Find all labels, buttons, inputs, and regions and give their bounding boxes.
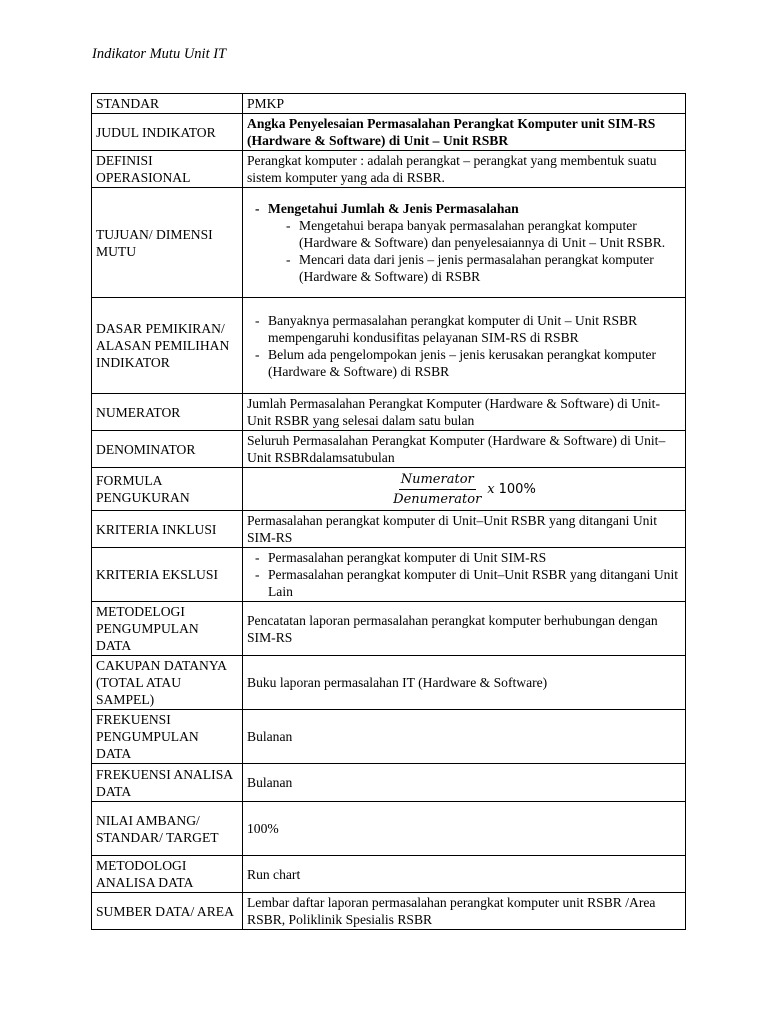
row-cakupan-data [92,656,686,710]
ekslusi-list [247,549,680,600]
list-item: - Belum ada pengelompokan jenis – jenis kerusakan perangkat komputer (Hardware & Software) di RSBR [247,346,680,380]
row-value: Jumlah Permasalahan Perangkat Komputer (Hardware & Software) di Unit-Unit RSBR yang selesai dalam satu bulan [243,394,686,431]
row-value: Lembar daftar laporan permasalahan perangkat komputer unit RSBR /Area RSBR, Poliklinik Spesialis RSBR [243,893,686,930]
dasar-list [247,312,680,380]
row-label: STANDAR [92,94,243,114]
list-item: - Permasalahan perangkat komputer di Unit SIM-RS [247,549,680,566]
row-frekuensi-analisa [92,764,686,802]
row-value [243,548,686,602]
list-item [247,200,680,285]
row-metodologi-pengumpulan [92,602,686,656]
row-definisi-operasional [92,151,686,188]
row-label: NUMERATOR [92,394,243,431]
row-label: DASAR PEMIKIRAN/ ALASAN PEMILIHAN INDIKATOR [92,298,243,394]
row-label: METODOLOGI ANALISA DATA [92,856,243,893]
row-tujuan [92,188,686,298]
formula-denominator: Denumerator [393,491,482,507]
row-numerator [92,394,686,431]
formula-fraction [391,471,483,508]
row-label: FREKUENSI ANALISA DATA [92,764,243,802]
formula-percent: 100% [498,481,536,497]
tujuan-sublist [278,217,680,285]
row-value: Buku laporan permasalahan IT (Hardware & Software) [243,656,686,710]
row-label: DENOMINATOR [92,431,243,468]
row-value: Seluruh Permasalahan Perangkat Komputer (Hardware & Software) di Unit–Unit RSBRdalamsatubulan [243,431,686,468]
row-label: JUDUL INDIKATOR [92,114,243,151]
row-value [243,298,686,394]
row-label: TUJUAN/ DIMENSI MUTU [92,188,243,298]
row-label: KRITERIA INKLUSI [92,511,243,548]
row-dasar-pemikiran [92,298,686,394]
list-item: - Permasalahan perangkat komputer di Unit–Unit RSBR yang ditangani Unit Lain [247,566,680,600]
row-value: Pencatatan laporan permasalahan perangkat komputer berhubungan dengan SIM-RS [243,602,686,656]
row-value: Perangkat komputer : adalah perangkat – perangkat yang membentuk suatu sistem komputer yang ada di RSBR. [243,151,686,188]
row-metodologi-analisa [92,856,686,893]
row-nilai-ambang [92,802,686,856]
row-value: Bulanan [243,764,686,802]
list-item: - Mencari data dari jenis – jenis permasalahan perangkat komputer (Hardware & Software) di RSBR [278,251,680,285]
row-denominator [92,431,686,468]
row-frekuensi-pengumpulan [92,710,686,764]
row-value: Angka Penyelesaian Permasalahan Perangkat Komputer unit SIM-RS (Hardware & Software) di Unit – Unit RSBR [243,114,686,151]
row-value: PMKP [243,94,686,114]
row-label: FREKUENSI PENGUMPULAN DATA [92,710,243,764]
row-label: METODELOGI PENGUMPULAN DATA [92,602,243,656]
formula-times: x [487,481,495,497]
row-kriteria-ekslusi [92,548,686,602]
row-label: FORMULA PENGUKURAN [92,468,243,511]
tujuan-heading: Mengetahui Jumlah & Jenis Permasalahan [268,201,519,216]
list-item: - Banyaknya permasalahan perangkat komputer di Unit – Unit RSBR mempengaruhi kondusifitas pelayanan SIM-RS di RSBR [247,312,680,346]
page-header: Indikator Mutu Unit IT [92,46,227,62]
formula-expression [247,469,680,509]
row-value [243,188,686,298]
row-standar [92,94,686,114]
row-value: Bulanan [243,710,686,764]
row-value: 100% [243,802,686,856]
tujuan-list [247,200,680,285]
row-value: Permasalahan perangkat komputer di Unit–Unit RSBR yang ditangani Unit SIM-RS [243,511,686,548]
row-formula [92,468,686,511]
row-value [243,468,686,511]
list-item: - Mengetahui berapa banyak permasalahan perangkat komputer (Hardware & Software) dan penyelesaiannya di Unit – Unit RSBR. [278,217,680,251]
row-kriteria-inklusi [92,511,686,548]
formula-numerator: Numerator [399,471,476,490]
row-label: CAKUPAN DATANYA (TOTAL ATAU SAMPEL) [92,656,243,710]
row-label: NILAI AMBANG/ STANDAR/ TARGET [92,802,243,856]
row-sumber-data [92,893,686,930]
row-label: DEFINISI OPERASIONAL [92,151,243,188]
row-label: KRITERIA EKSLUSI [92,548,243,602]
row-judul-indikator [92,114,686,151]
indicator-table [91,93,686,930]
row-value: Run chart [243,856,686,893]
row-label: SUMBER DATA/ AREA [92,893,243,930]
